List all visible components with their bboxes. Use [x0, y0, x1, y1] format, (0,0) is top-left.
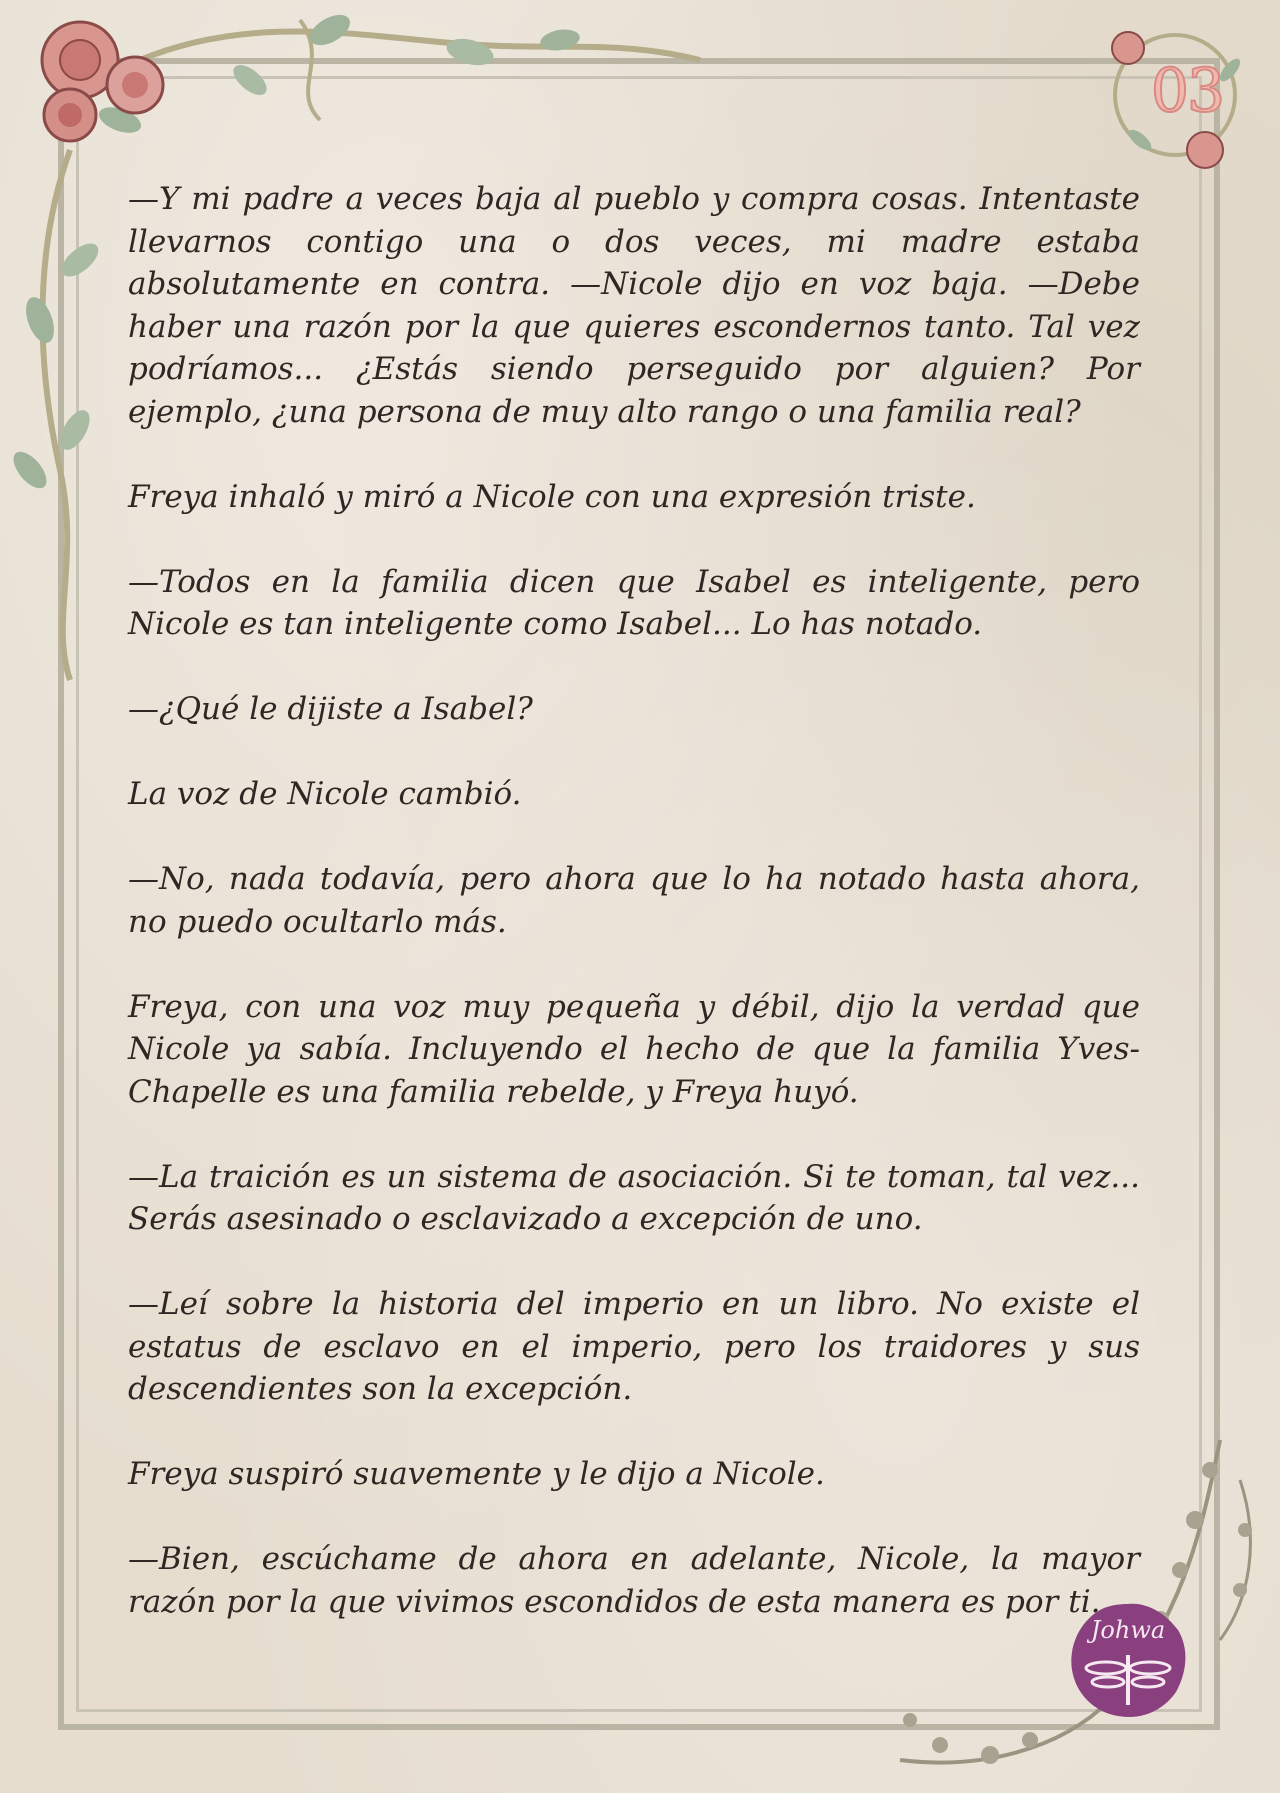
- paragraph: Freya, con una voz muy pequeña y débil, dijo la verdad que Nicole ya sabía. Incluyendo el hecho de que la familia Yves-Chapelle es una familia rebelde, y Freya huyó.: [128, 988, 1140, 1110]
- watermark-label: Johwa: [1090, 1616, 1166, 1644]
- paragraph: Freya inhaló y miró a Nicole con una expresión triste.: [128, 478, 976, 515]
- story-text: [128, 178, 1140, 1623]
- page-number: 03: [1150, 56, 1224, 126]
- paragraph: —¿Qué le dijiste a Isabel?: [128, 691, 533, 727]
- paragraph: —La traición es un sistema de asociación. Si te toman, tal vez... Serás asesinado o esclavizado a excepción de uno.: [128, 1158, 1140, 1237]
- paragraph: Freya suspiró suavemente y le dijo a Nicole.: [128, 1456, 825, 1492]
- paragraph: —Leí sobre la historia del imperio en un libro. No existe el estatus de esclavo en el imperio, pero los traidores y sus descendientes son la excepción.: [128, 1286, 1140, 1407]
- paragraph: —Bien, escúchame de ahora en adelante, Nicole, la mayor razón por la que vivimos escondidos de esta manera es por ti.: [128, 1541, 1140, 1620]
- paragraph: —No, nada todavía, pero ahora que lo ha notado hasta ahora, no puedo ocultarlo más.: [128, 861, 1140, 940]
- paragraph: La voz de Nicole cambió.: [128, 776, 522, 812]
- paragraph: —Y mi padre a veces baja al pueblo y compra cosas. Intentaste llevarnos contigo una o dos veces, mi madre estaba absolutamente en contra. —Nicole dijo en voz baja. —Debe haber una razón por la que quieres escondernos tanto. Tal vez podríamos... ¿Estás siendo perseguido por alguien? Por ejemplo, ¿una persona de muy alto rango o una familia real?: [128, 181, 1140, 430]
- paragraph: —Todos en la familia dicen que Isabel es inteligente, pero Nicole es tan inteligente como Isabel... Lo has notado.: [128, 563, 1140, 642]
